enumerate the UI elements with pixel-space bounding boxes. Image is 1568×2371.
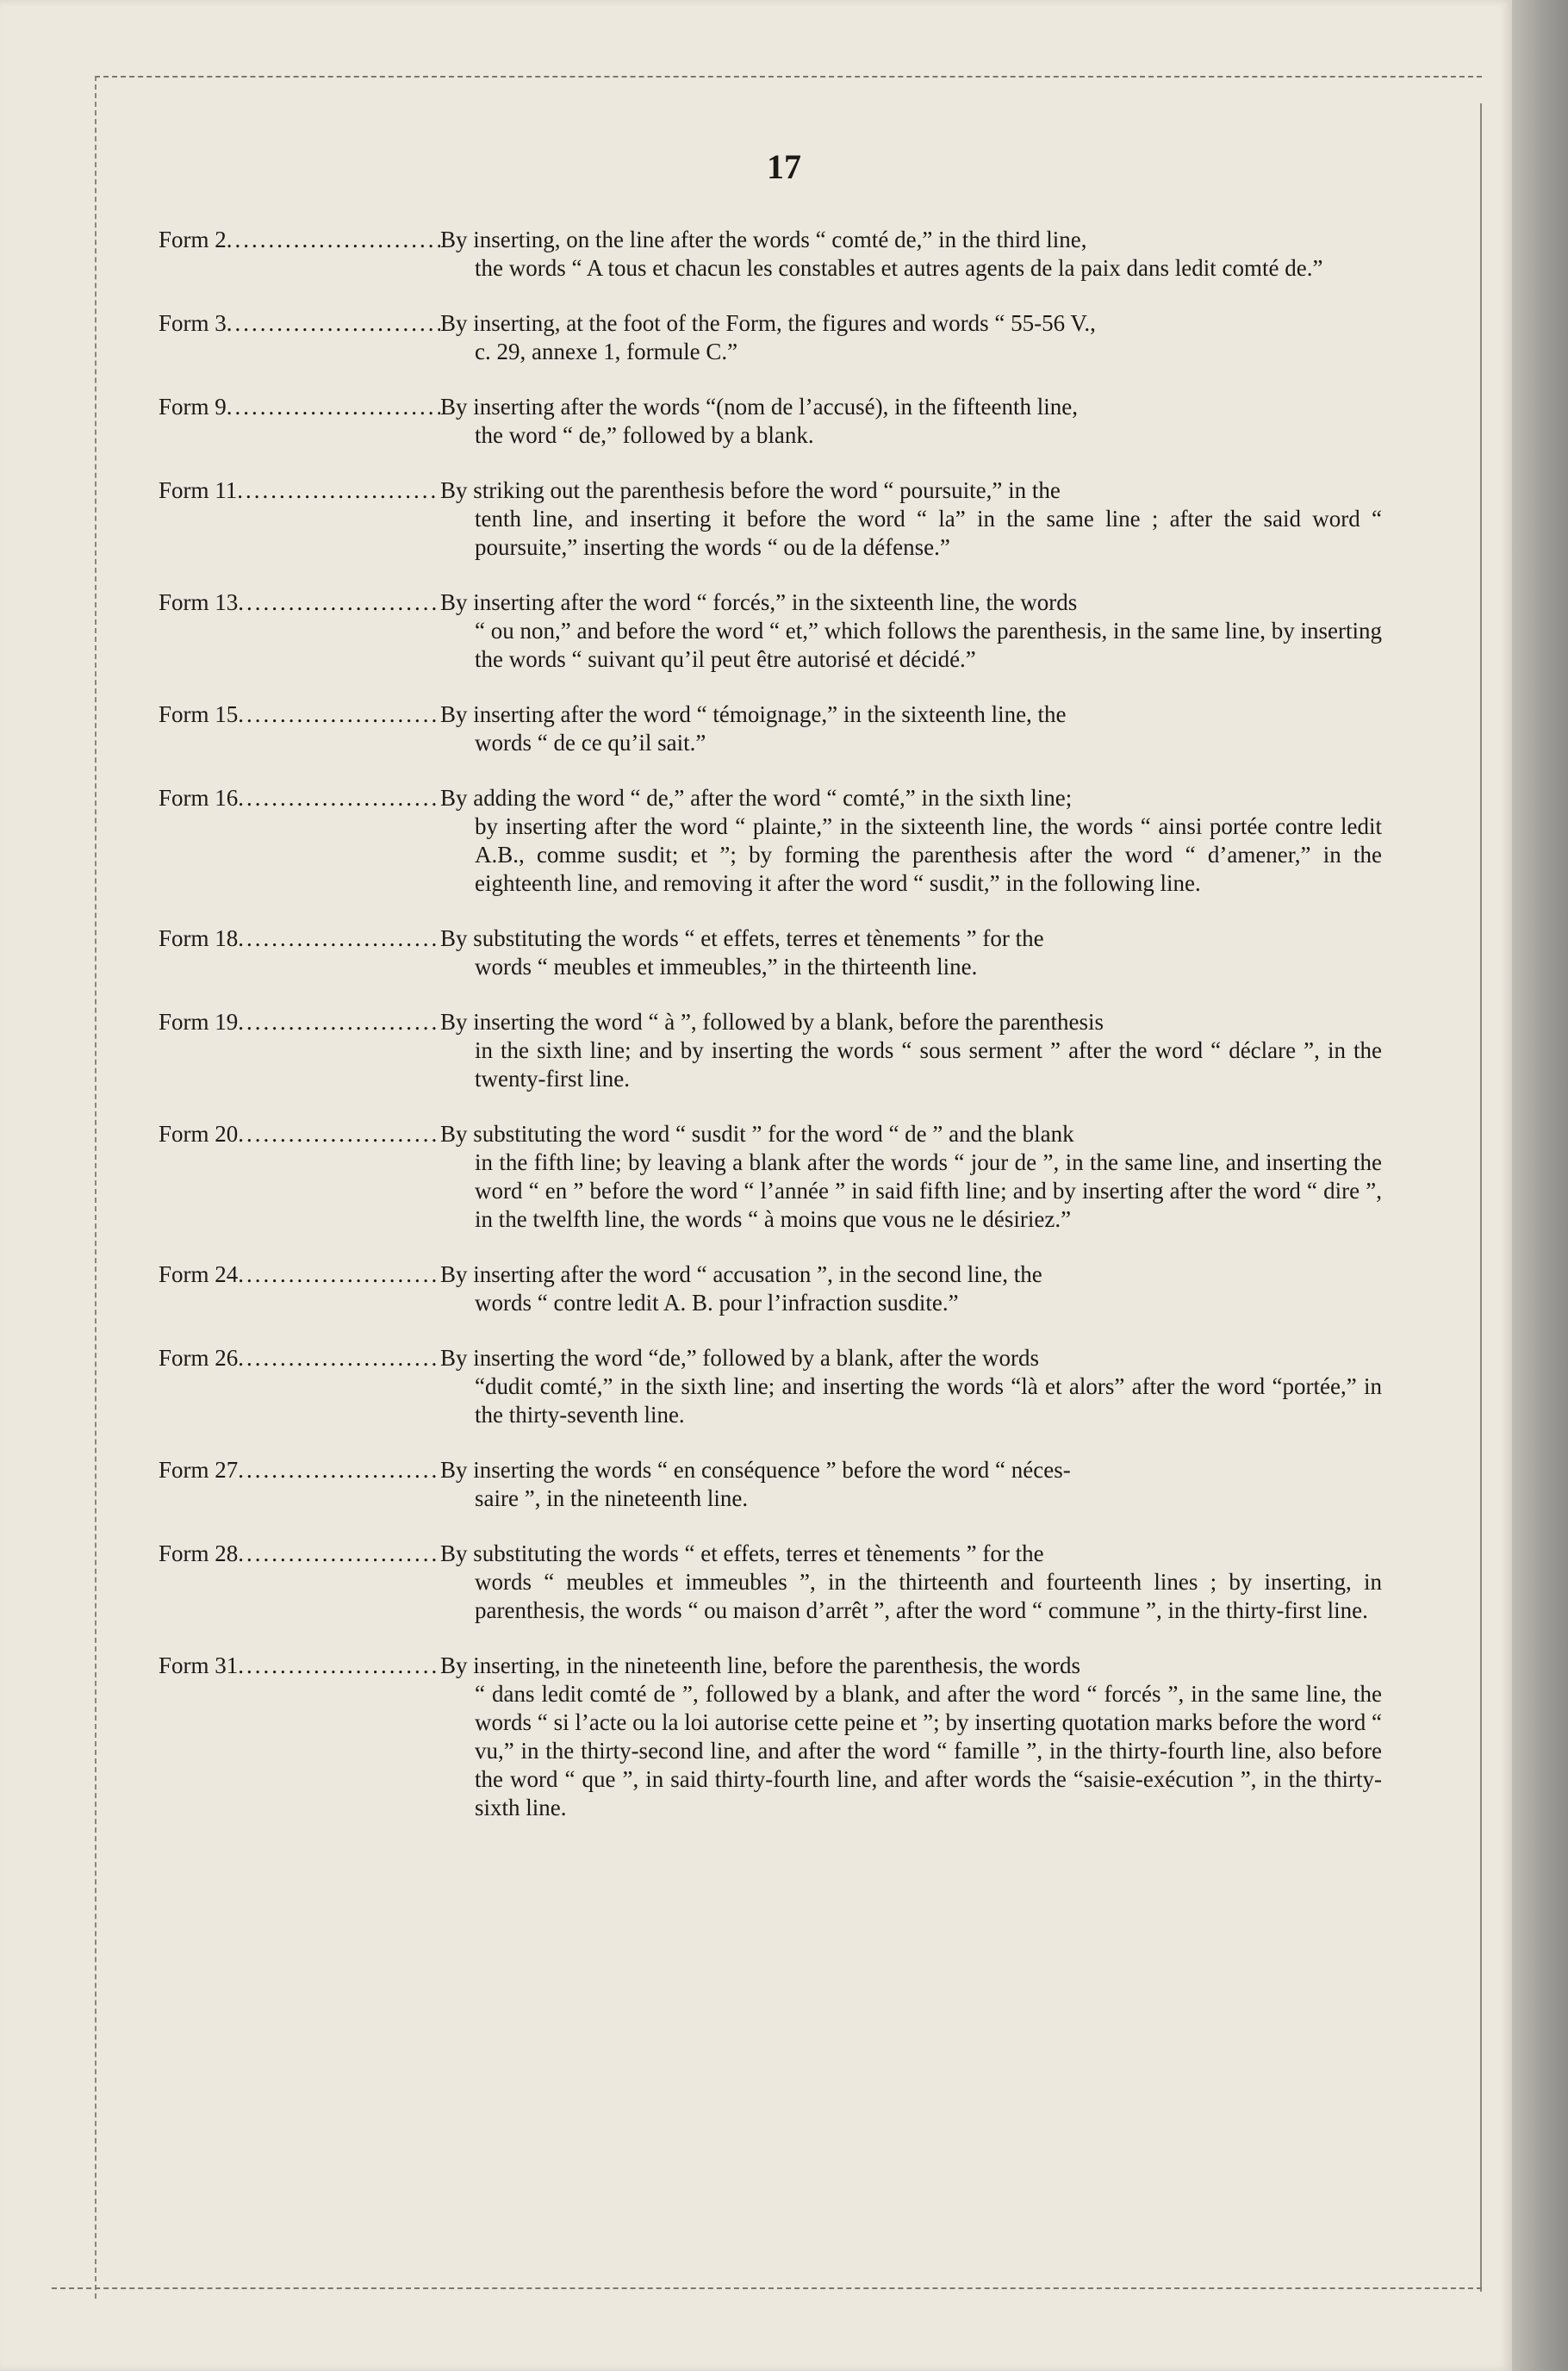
form-leader [159, 393, 440, 421]
dot-leader [238, 1652, 440, 1680]
dot-leader [238, 1540, 440, 1568]
amendment-continuation: the words “ A tous et chacun les constables et autres agents de la paix dans ledit comté de.” [475, 255, 1323, 281]
form-label: Form 19 [159, 1009, 239, 1035]
amendment-continuation: the word “ de,” followed by a blank. [475, 422, 814, 448]
amendment-entry [159, 226, 1382, 283]
amendment-entry [159, 700, 1382, 757]
dot-leader [238, 1008, 440, 1036]
form-leader [159, 476, 440, 505]
form-label: Form 15 [159, 701, 239, 727]
amendment-first-line: By inserting the word “de,” followed by a blank, after the words [440, 1345, 1040, 1371]
form-label: Form 16 [159, 785, 239, 811]
form-label: Form 3 [159, 310, 227, 336]
amendment-continuation: words “ meubles et immeubles ”, in the thirteenth and fourteenth lines ; by inserting, in parenthesis, the words “ ou maison d’arrêt ”, after the word “ commune ”, in the thirty-first line. [475, 1569, 1382, 1623]
amendment-entry [159, 476, 1382, 562]
amendment-entry [159, 1260, 1382, 1317]
form-leader [159, 588, 440, 617]
dot-leader [238, 1120, 440, 1148]
amendment-text [440, 309, 1382, 366]
amendment-first-line: By inserting after the word “ témoignage,” in the sixteenth line, the [440, 701, 1067, 727]
page-edge-bottom [52, 2287, 1482, 2289]
form-label: Form 18 [159, 925, 239, 951]
amendment-first-line: By inserting after the word “ forcés,” in the sixteenth line, the words [440, 589, 1078, 615]
amendment-entry [159, 309, 1382, 366]
dot-leader [238, 1344, 440, 1372]
dot-leader [238, 1456, 440, 1484]
form-label: Form 9 [159, 394, 227, 420]
amendment-text [440, 700, 1382, 757]
amendment-first-line: By inserting the word “ à ”, followed by a blank, before the parenthesis [440, 1009, 1104, 1035]
amendment-first-line: By inserting, on the line after the words “ comté de,” in the third line, [440, 227, 1087, 252]
form-leader [159, 784, 440, 812]
form-label: Form 28 [159, 1540, 239, 1566]
amendment-continuation: words “ contre ledit A. B. pour l’infraction susdite.” [475, 1290, 959, 1316]
amendment-text [440, 924, 1382, 981]
form-label: Form 20 [159, 1121, 239, 1147]
amendment-entry [159, 1652, 1382, 1822]
amendment-continuation: “ ou non,” and before the word “ et,” which follows the parenthesis, in the same line, by inserting the words “ suivant qu’il peut être autorisé et décidé.” [475, 618, 1382, 672]
amendment-text [440, 1344, 1382, 1429]
dot-leader [227, 226, 440, 254]
page-edge-left [95, 76, 96, 2299]
form-label: Form 2 [159, 227, 227, 252]
amendment-entry [159, 1344, 1382, 1429]
form-leader [159, 924, 440, 953]
amendment-text [440, 1120, 1382, 1234]
dot-leader [238, 784, 440, 812]
form-leader [159, 1456, 440, 1484]
page-edge-top [95, 76, 1482, 78]
amendment-text [440, 784, 1382, 898]
amendment-first-line: By substituting the word “ susdit ” for the word “ de ” and the blank [440, 1121, 1074, 1147]
dot-leader [238, 1260, 440, 1289]
form-leader [159, 1120, 440, 1148]
dot-leader [227, 309, 440, 338]
amendment-entry [159, 784, 1382, 898]
amendment-entry [159, 1456, 1382, 1513]
amendment-continuation: c. 29, annexe 1, formule C.” [475, 339, 738, 364]
page-number: 17 [767, 147, 801, 186]
amendment-continuation: in the fifth line; by leaving a blank after the words “ jour de ”, in the same line, and inserting the word “ en ” before the word “ l’année ” in said fifth line; and by inserting after the word “ dire ”, in the twelfth line, the words “ à moins que vous ne le désiriez.” [475, 1149, 1382, 1232]
form-label: Form 26 [159, 1345, 239, 1371]
form-leader [159, 1540, 440, 1568]
amendment-first-line: By inserting the words “ en conséquence ” before the word “ néces- [440, 1457, 1071, 1483]
amendment-continuation: in the sixth line; and by inserting the words “ sous serment ” after the word “ déclare ”, in the twenty-first line. [475, 1037, 1382, 1092]
page-edge-right [1480, 103, 1482, 2292]
amendment-text [440, 588, 1382, 674]
dot-leader [238, 924, 440, 953]
form-label: Form 31 [159, 1652, 239, 1678]
amendment-first-line: By inserting after the words “(nom de l’accusé), in the fifteenth line, [440, 394, 1078, 420]
amendment-text [440, 1456, 1382, 1513]
amendment-continuation: by inserting after the word “ plainte,” in the sixteenth line, the words “ ainsi portée contre ledit A.B., comme susdit; et ”; by forming the parenthesis after the word “ d’amener,” in the eighteenth line, and removing it after the word “ susdit,” in the following line. [475, 813, 1382, 896]
form-leader [159, 309, 440, 338]
amendment-text [440, 1540, 1382, 1625]
amendment-text [440, 1260, 1382, 1317]
amendment-text [440, 1008, 1382, 1093]
dot-leader [238, 700, 440, 729]
form-label: Form 24 [159, 1261, 239, 1287]
amendment-continuation: “ dans ledit comté de ”, followed by a blank, and after the word “ forcés ”, in the same line, the words “ si l’acte ou la loi autorise cette peine et ”; by inserting quotation marks before the word “ vu,” in the thirty-second line, and after the word “ famille ”, in the thirty-fourth line, also before the word “ que ”, in said thirty-fourth line, and after words the “saisie-exécution ”, in the thirty-sixth line. [475, 1681, 1382, 1820]
amendment-entry [159, 1540, 1382, 1625]
amendment-continuation: words “ meubles et immeubles,” in the thirteenth line. [475, 954, 978, 980]
amendment-list [159, 226, 1382, 1849]
amendment-text [440, 226, 1382, 283]
amendment-first-line: By substituting the words “ et effets, terres et tènements ” for the [440, 1540, 1044, 1566]
amendment-entry [159, 588, 1382, 674]
dot-leader [237, 476, 440, 505]
amendment-first-line: By inserting, at the foot of the Form, the figures and words “ 55-56 V., [440, 310, 1096, 336]
form-leader [159, 1344, 440, 1372]
book-binding [1512, 0, 1568, 2371]
amendment-first-line: By inserting, in the nineteenth line, before the parenthesis, the words [440, 1652, 1081, 1678]
amendment-continuation: saire ”, in the nineteenth line. [475, 1485, 749, 1511]
dot-leader [227, 393, 440, 421]
amendment-first-line: By substituting the words “ et effets, terres et tènements ” for the [440, 925, 1044, 951]
dot-leader [238, 588, 440, 617]
form-label: Form 11 [159, 477, 238, 503]
form-leader [159, 1260, 440, 1289]
amendment-continuation: tenth line, and inserting it before the word “ la” in the same line ; after the said word “ poursuite,” inserting the words “ ou de la défense.” [475, 506, 1382, 560]
amendment-text [440, 476, 1382, 562]
form-leader [159, 226, 440, 254]
amendment-text [440, 1652, 1382, 1822]
amendment-entry [159, 1008, 1382, 1093]
amendment-continuation: “dudit comté,” in the sixth line; and inserting the words “là et alors” after the word “portée,” in the thirty-seventh line. [475, 1373, 1382, 1428]
amendment-entry [159, 1120, 1382, 1234]
amendment-entry [159, 393, 1382, 450]
form-leader [159, 1652, 440, 1680]
amendment-text [440, 393, 1382, 450]
amendment-first-line: By striking out the parenthesis before the word “ poursuite,” in the [440, 477, 1061, 503]
form-leader [159, 700, 440, 729]
amendment-first-line: By adding the word “ de,” after the word “ comté,” in the sixth line; [440, 785, 1073, 811]
form-label: Form 13 [159, 589, 239, 615]
form-label: Form 27 [159, 1457, 239, 1483]
amendment-entry [159, 924, 1382, 981]
amendment-continuation: words “ de ce qu’il sait.” [475, 730, 706, 756]
amendment-first-line: By inserting after the word “ accusation ”, in the second line, the [440, 1261, 1042, 1287]
form-leader [159, 1008, 440, 1036]
